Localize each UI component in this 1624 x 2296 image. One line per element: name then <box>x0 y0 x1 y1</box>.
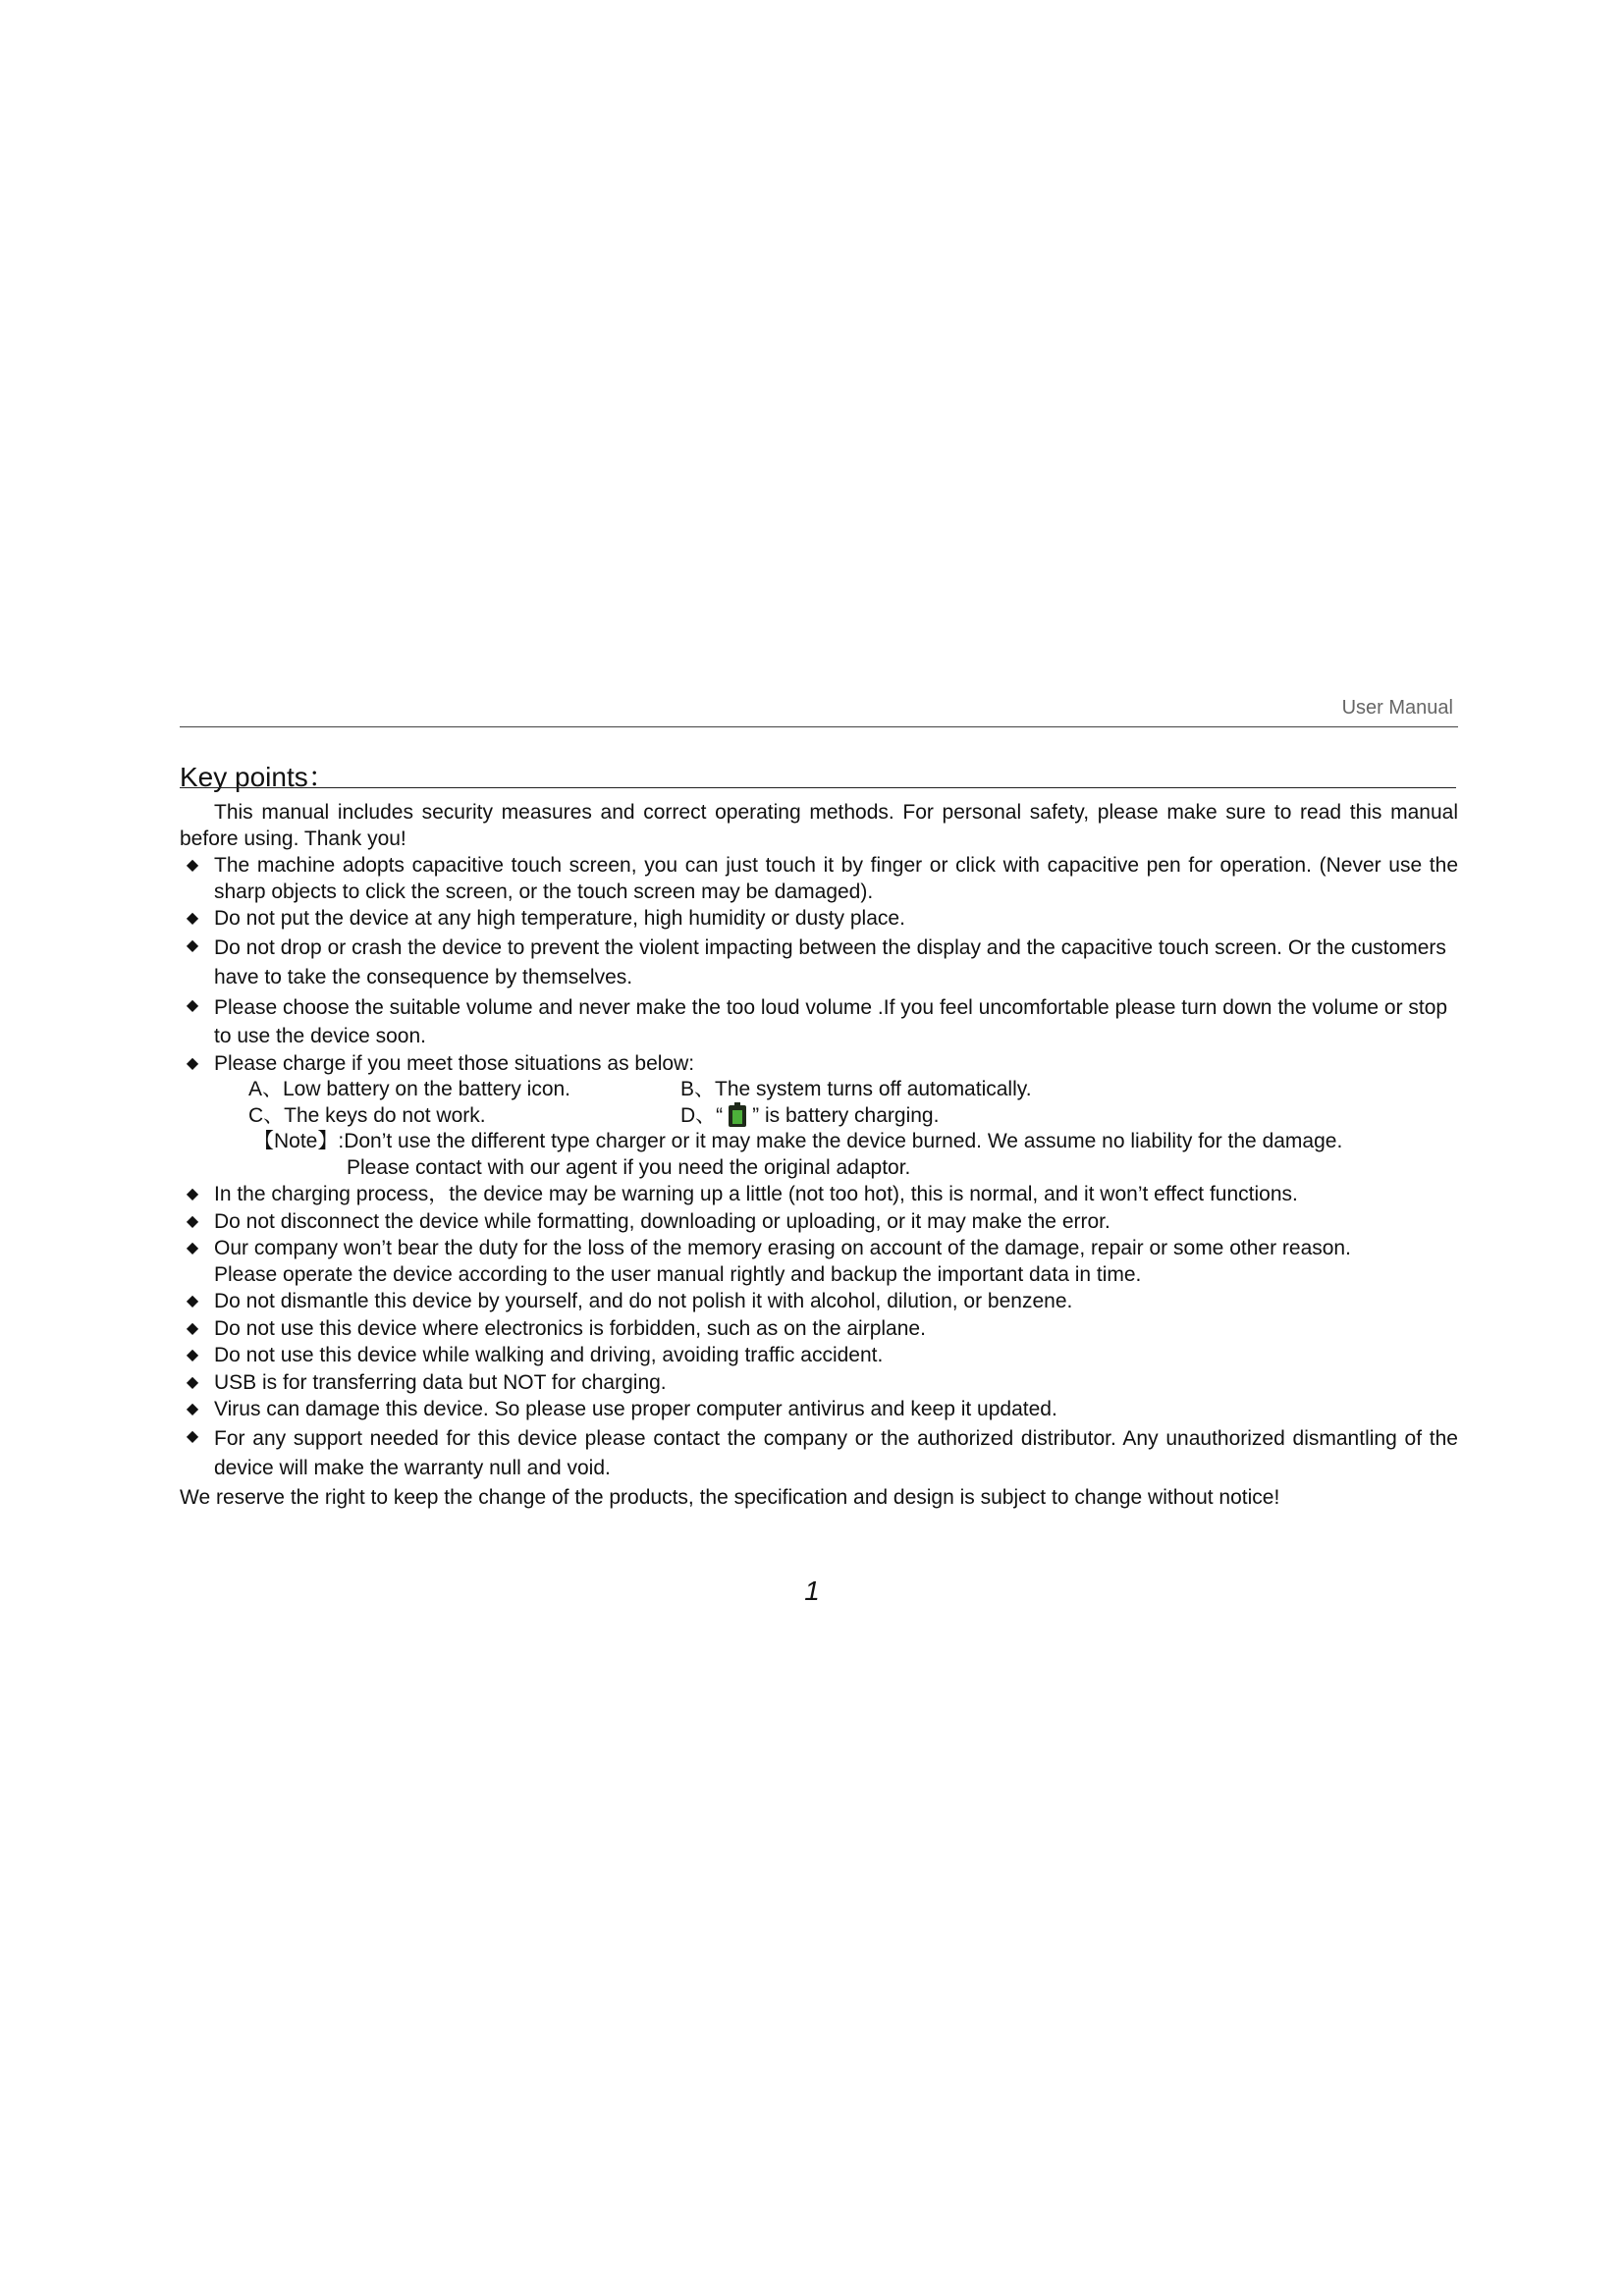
list-item-text: Do not use this device while walking and driving, avoiding traffic accident. <box>214 1344 884 1366</box>
situation-c: C、The keys do not work. <box>248 1103 486 1127</box>
diamond-bullet-icon: ◆ <box>186 1293 199 1309</box>
title-divider <box>180 787 1456 788</box>
list-item-text: Do not use this device where electronics is forbidden, such as on the airplane. <box>214 1316 926 1340</box>
battery-charging-icon <box>729 1105 746 1127</box>
charge-situations <box>214 1077 1458 1129</box>
list-item <box>180 1370 1458 1397</box>
diamond-bullet-icon: ◆ <box>186 1186 199 1202</box>
section-title: Key points： <box>180 762 336 792</box>
list-item-text: Our company won’t bear the duty for the loss of the memory erasing on account of the damage, repair or some other reason. <box>214 1237 1351 1259</box>
header-divider <box>180 726 1458 727</box>
bullet-list-3 <box>180 1289 1458 1483</box>
bullet-list-2 <box>180 1182 1458 1262</box>
list-item-text: For any support needed for this device please contact the company or the authorized distributor. Any unauthorized dismantling of the device will make the warranty null and void. <box>214 1426 1458 1479</box>
intro-paragraph: This manual includes security measures and correct operating methods. For personal safety, please make sure to read this manual before using. Thank you! <box>180 801 1458 850</box>
list-item <box>180 906 1458 933</box>
situation-a: A、Low battery on the battery icon. <box>248 1078 571 1100</box>
list-item <box>180 853 1458 905</box>
list-item-text: USB is for transferring data but NOT for charging. <box>214 1370 667 1394</box>
diamond-bullet-icon: ◆ <box>186 1347 199 1363</box>
diamond-bullet-icon: ◆ <box>186 996 199 1014</box>
diamond-bullet-icon: ◆ <box>186 910 199 927</box>
list-item-text: Please choose the suitable volume and never make the too loud volume .If you feel uncomfortable please turn down the volume or stop to use the device soon. <box>214 995 1448 1047</box>
diamond-bullet-icon: ◆ <box>186 1212 199 1230</box>
situation-d-suffix: ” is battery charging. <box>752 1103 940 1127</box>
list-item <box>180 1209 1458 1236</box>
list-item-text: Do not put the device at any high temperature, high humidity or dusty place. <box>214 907 905 930</box>
note-continuation: Please contact with our agent if you need the original adaptor. <box>347 1155 911 1179</box>
bullet-list <box>180 853 1458 1077</box>
note-line: 【Note】:Don’t use the different type charger or it may make the device burned. We assume no liability for the damage. <box>253 1130 1343 1152</box>
list-item <box>180 1424 1458 1483</box>
list-item <box>180 1051 1458 1078</box>
diamond-bullet-icon: ◆ <box>186 1401 199 1417</box>
list-item <box>180 1182 1458 1208</box>
list-item <box>180 993 1458 1050</box>
list-item-text: Virus can damage this device. So please use proper computer antivirus and keep it updated. <box>214 1398 1057 1420</box>
running-header: User Manual <box>1341 697 1453 719</box>
list-item-text: The machine adopts capacitive touch screen, you can just touch it by finger or click with capacitive pen for operation. (Never use the sharp objects to click the screen, or the touch screen may be damaged). <box>214 854 1458 903</box>
diamond-bullet-icon: ◆ <box>186 1427 199 1445</box>
document-body <box>180 800 1458 1511</box>
list-item <box>180 934 1458 992</box>
list-item <box>180 1343 1458 1369</box>
situation-d <box>680 1103 1073 1130</box>
situation-d-prefix: D、“ <box>680 1103 724 1127</box>
situation-b: B、The system turns off automatically. <box>680 1078 1032 1100</box>
list-item-text: Do not drop or crash the device to prevent the violent impacting between the display and the capacitive touch screen. Or the customers have to take the consequence by themselves. <box>214 935 1446 988</box>
list-item <box>180 1289 1458 1315</box>
diamond-bullet-icon: ◆ <box>186 1240 199 1256</box>
diamond-bullet-icon: ◆ <box>186 1054 199 1072</box>
list-item <box>180 1236 1458 1262</box>
list-item <box>180 1316 1458 1343</box>
diamond-bullet-icon: ◆ <box>186 857 199 874</box>
list-item-text: Please charge if you meet those situations as below: <box>214 1051 695 1075</box>
list-item-text: Do not dismantle this device by yourself, and do not polish it with alcohol, dilution, or benzene. <box>214 1290 1073 1312</box>
page-number: 1 <box>804 1575 820 1606</box>
list-item-text: In the charging process，the device may be warning up a little (not too hot), this is normal, and it won’t effect functions. <box>214 1183 1298 1205</box>
diamond-bullet-icon: ◆ <box>186 1373 199 1391</box>
list-item <box>180 1397 1458 1423</box>
list-item-continuation: Please operate the device according to the user manual rightly and backup the important data in time. <box>214 1262 1142 1286</box>
diamond-bullet-icon: ◆ <box>186 936 199 954</box>
list-item-text: Do not disconnect the device while formatting, downloading or uploading, or it may make the error. <box>214 1209 1110 1233</box>
diamond-bullet-icon: ◆ <box>186 1319 199 1337</box>
closing-statement: We reserve the right to keep the change of the products, the specification and design is subject to change without notice! <box>180 1485 1280 1509</box>
